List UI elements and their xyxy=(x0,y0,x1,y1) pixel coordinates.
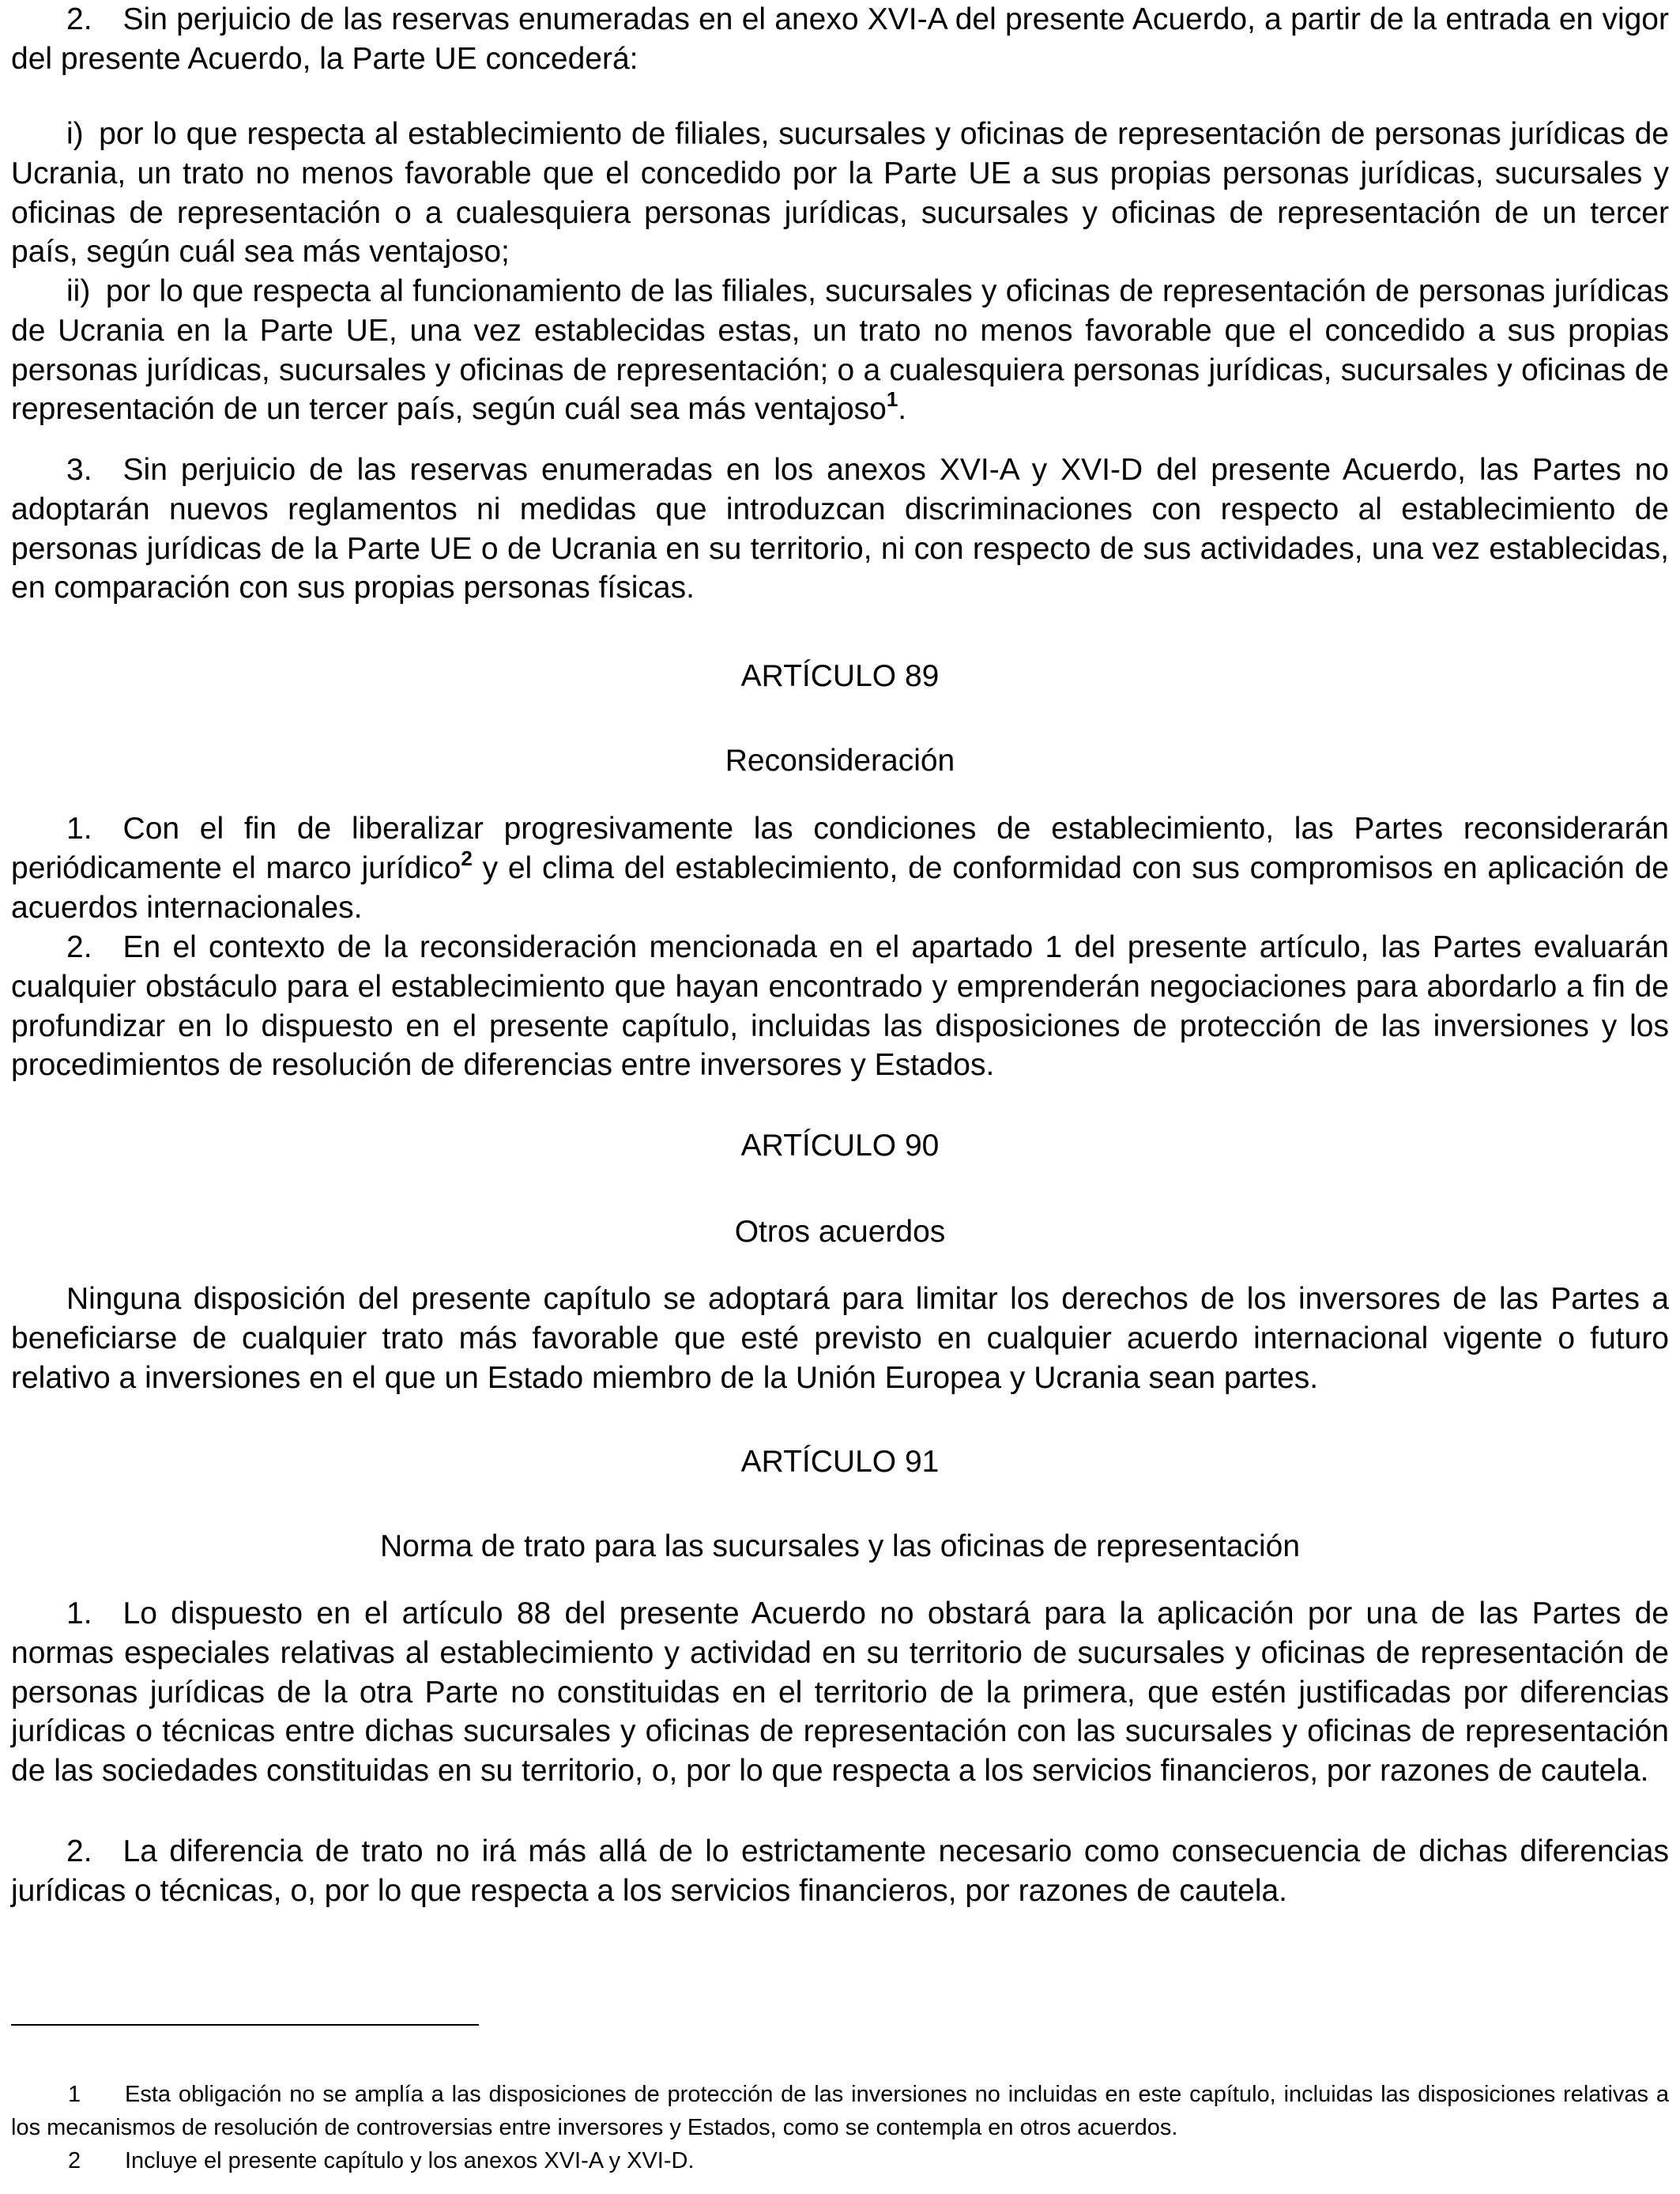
footnote-separator xyxy=(11,2024,479,2026)
article-89-paragraph-1 xyxy=(11,809,1669,927)
article-89-paragraph-1-text-a: 1. Con el fin de liberalizar progresivamente las condiciones de establecimiento, las Partes reconsiderarán periódicamente el marco jurídico xyxy=(11,812,1669,885)
list-item-ii-text: ii) por lo que respecta al funcionamiento de las filiales, sucursales y oficinas de representación de personas jurídicas de Ucrania en la Parte UE, una vez establecidas estas, un trato no menos favorable que el concedido a sus propias personas jurídicas, sucursales y oficinas de representación; o a cualesquiera personas jurídicas, sucursales y oficinas de representación de un tercer país, según cuál sea más ventajoso xyxy=(11,274,1669,427)
paragraph-2-intro: 2. Sin perjuicio de las reservas enumeradas en el anexo XVI-A del presente Acuerdo, a partir de la entrada en vigor del presente Acuerdo, la Parte UE concederá: xyxy=(11,2,1669,76)
article-89-title: Reconsideración xyxy=(725,744,955,778)
article-91-heading: ARTÍCULO 91 xyxy=(740,1445,940,1479)
article-90-paragraph: Ninguna disposición del presente capítulo se adoptará para limitar los derechos de los inversores de las Partes a beneficiarse de cualquier trato más favorable que esté previsto en cualquier acuerdo internacional vigente o futuro relativo a inversiones en el que un Estado miembro de la Unión Europea y Ucrania sean partes. xyxy=(11,1282,1669,1395)
list-item-ii-end: . xyxy=(898,392,907,427)
list-item-ii xyxy=(11,272,1669,429)
article-90-heading: ARTÍCULO 90 xyxy=(740,1129,940,1163)
footnote-2 xyxy=(11,2144,1669,2177)
list-item-i: i) por lo que respecta al establecimiento de filiales, sucursales y oficinas de representación de personas jurídicas de Ucrania, un trato no menos favorable que el concedido por la Parte UE a sus propias personas jurídicas, sucursales y oficinas de representación o a cualesquiera personas jurídicas, sucursales y oficinas de representación de un tercer país, según cuál sea más ventajoso; xyxy=(11,117,1669,270)
paragraph-3: 3. Sin perjuicio de las reservas enumeradas en los anexos XVI-A y XVI-D del presente Acuerdo, las Partes no adoptarán nuevos reglamentos ni medidas que introduzcan discriminaciones con respecto al establecimiento de personas jurídicas de la Parte UE o de Ucrania en su territorio, ni con respecto de sus actividades, una vez establecidas, en comparación con sus propias personas físicas. xyxy=(11,453,1669,605)
article-91-title: Norma de trato para las sucursales y las oficinas de representación xyxy=(379,1529,1301,1563)
footnote-ref-2[interactable]: 2 xyxy=(461,846,473,870)
footnote-1-number: 1 xyxy=(68,2082,81,2107)
footnote-1 xyxy=(11,2078,1669,2144)
article-90-title: Otros acuerdos xyxy=(734,1215,946,1249)
footnote-1-text: Esta obligación no se amplía a las disposiciones de protección de las inversiones no incluidas en este capítulo, incluidas las disposiciones relativas a los mecanismos de resolución de controversias entre inversores y Estados, como se contempla en otros acuerdos. xyxy=(11,2082,1669,2140)
article-91-paragraph-2: 2. La diferencia de trato no irá más allá de lo estrictamente necesario como consecuencia de dichas diferencias jurídicas o técnicas, o, por lo que respecta a los servicios financieros, por razones de cautela. xyxy=(11,1834,1669,1908)
footnote-2-text: Incluye el presente capítulo y los anexos XVI-A y XVI-D. xyxy=(125,2148,695,2173)
footnote-ref-1[interactable]: 1 xyxy=(886,387,898,412)
article-89-paragraph-2: 2. En el contexto de la reconsideración mencionada en el apartado 1 del presente artículo, las Partes evaluarán cualquier obstáculo para el establecimiento que hayan encontrado y emprenderán negociaciones para abordarlo a fin de profundizar en lo dispuesto en el presente capítulo, incluidas las disposiciones de protección de las inversiones y los procedimientos de resolución de diferencias entre inversores y Estados. xyxy=(11,930,1669,1083)
article-89-paragraph-1-text-b: y el clima del establecimiento, de conformidad con sus compromisos en aplicación de acuerdos internacionales. xyxy=(11,850,1669,925)
footnotes xyxy=(11,2078,1669,2177)
article-89-heading: ARTÍCULO 89 xyxy=(740,659,940,693)
footnote-2-number: 2 xyxy=(68,2148,81,2173)
article-91-paragraph-1: 1. Lo dispuesto en el artículo 88 del presente Acuerdo no obstará para la aplicación por una de las Partes de normas especiales relativas al establecimiento y actividad en su territorio de sucursales y oficinas de representación de personas jurídicas de la otra Parte no constituidas en el territorio de la primera, que estén justificadas por diferencias jurídicas o técnicas entre dichas sucursales y oficinas de representación con las sucursales y oficinas de representación de las sociedades constituidas en su territorio, o, por lo que respecta a los servicios financieros, por razones de cautela. xyxy=(11,1596,1669,1789)
